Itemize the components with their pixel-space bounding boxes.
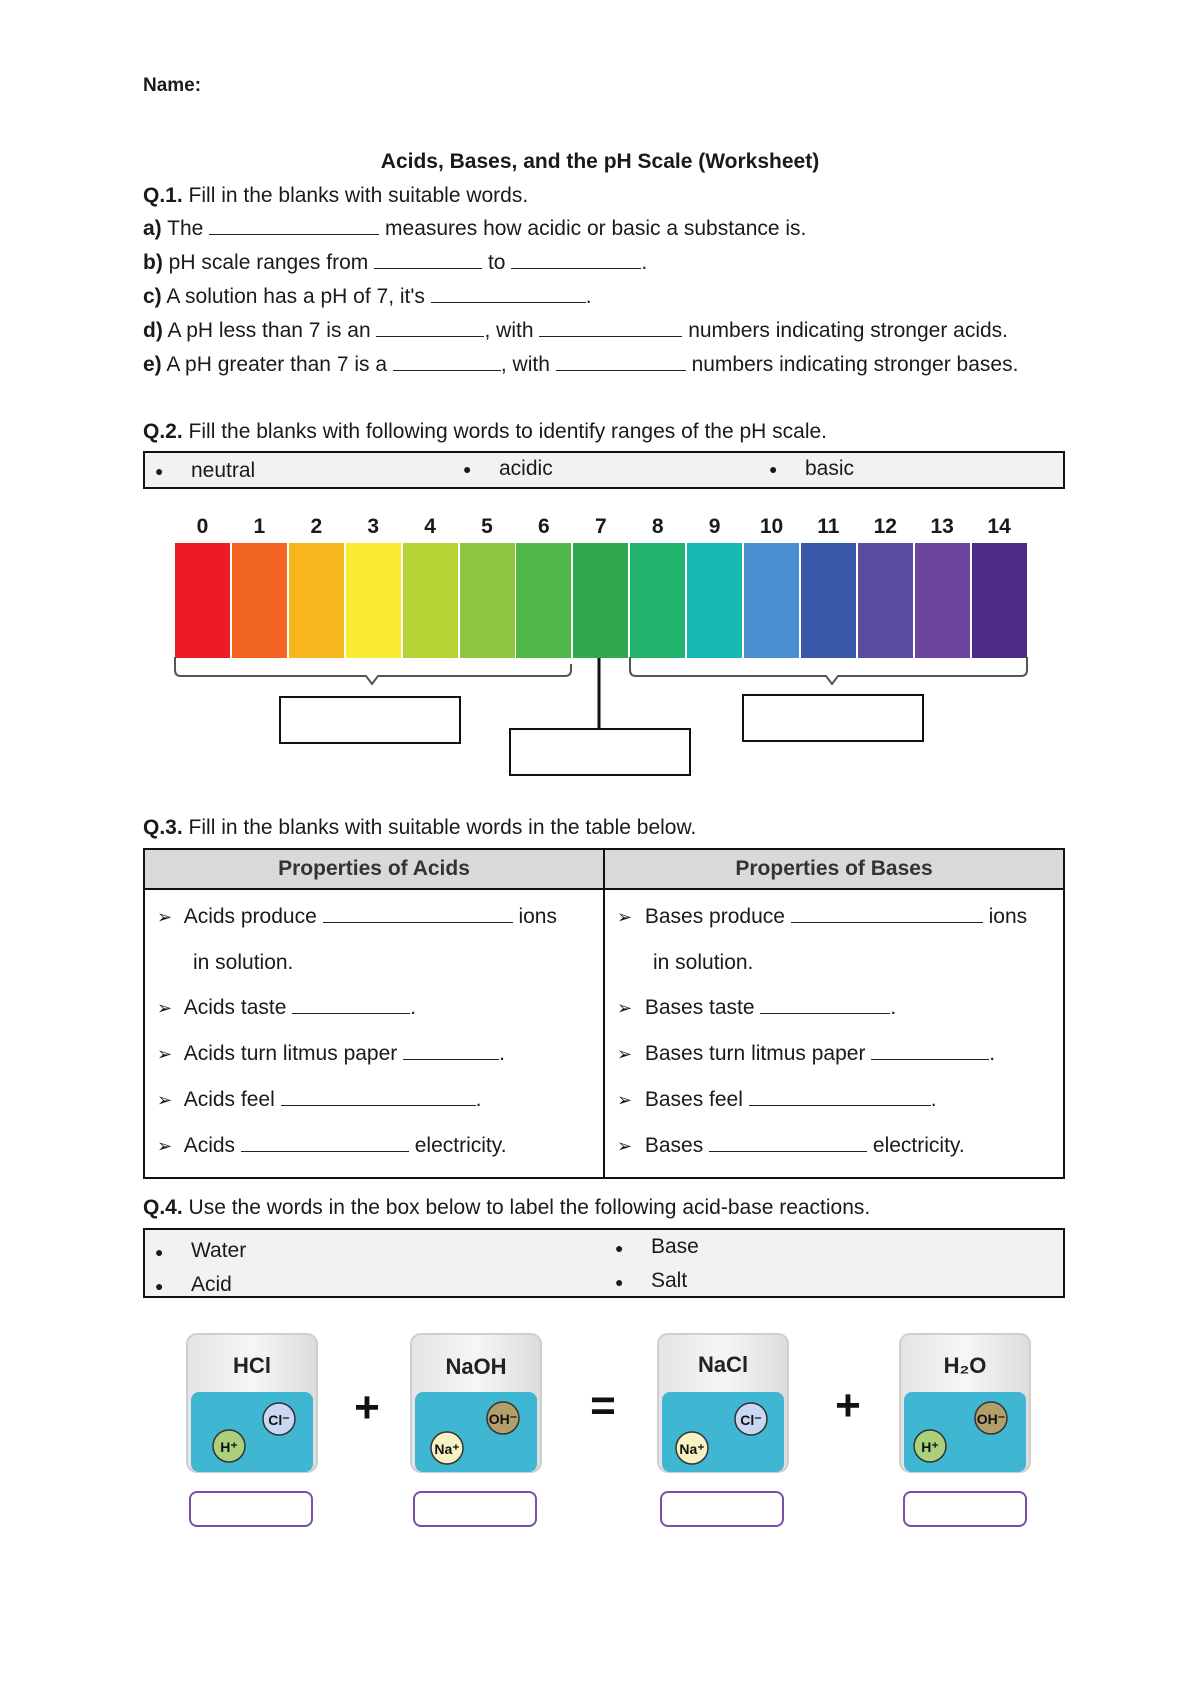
bullet-icon: ● (155, 463, 164, 479)
bullet-icon: ● (155, 1244, 164, 1260)
ph-number-label: 7 (594, 515, 607, 538)
bases-properties-cell: ➢ Bases produce ions in solution. ➢ Bases taste . ➢ Bases turn litmus paper . ➢ Bases feel . ➢ Bases electricity. (604, 889, 1064, 1178)
name-label: Name: (143, 75, 202, 96)
q3-heading: Q.3. Fill in the blanks with suitable words in the table below. (143, 816, 697, 839)
q1-heading: Q.1. Fill in the blanks with suitable words. (143, 184, 529, 207)
ion-label: Cl⁻ (740, 1412, 762, 1428)
beaker-formula: H₂O (943, 1353, 987, 1378)
word-acidic: acidic (499, 457, 553, 480)
ion-label: H⁺ (921, 1439, 939, 1455)
word-basic: basic (805, 457, 855, 480)
bullet-icon: ● (155, 1278, 164, 1294)
arrow-bullet-icon: ➢ (617, 1044, 633, 1064)
ph-number-label: 12 (873, 515, 897, 538)
ph-number-label: 11 (817, 515, 840, 538)
water-label-box[interactable] (903, 1491, 1027, 1527)
beaker-nacl (658, 1334, 788, 1472)
equals-operator: = (590, 1381, 616, 1430)
ion-label: OH⁻ (488, 1411, 518, 1427)
arrow-bullet-icon: ➢ (617, 1136, 633, 1156)
word-salt: Salt (651, 1269, 688, 1292)
ph-number-label: 2 (310, 515, 323, 538)
q1-item-a: a) The measures how acidic or basic a substance is. (143, 214, 806, 244)
bullet-icon: ● (769, 461, 778, 477)
bases-column-header: Properties of Bases (604, 849, 1064, 889)
word-water: Water (191, 1239, 247, 1262)
hcl-label-box[interactable] (189, 1491, 313, 1527)
q1-item-d: d) A pH less than 7 is an , with numbers indicating stronger acids. (143, 316, 1008, 346)
arrow-bullet-icon: ➢ (157, 907, 173, 927)
q1-item-e: e) A pH greater than 7 is a , with numbers indicating stronger bases. (143, 350, 1018, 380)
ion-label: Na⁺ (679, 1441, 705, 1457)
naoh-label-box[interactable] (413, 1491, 537, 1527)
arrow-bullet-icon: ➢ (617, 907, 633, 927)
bullet-icon: ● (615, 1274, 624, 1290)
beaker-naoh (411, 1334, 541, 1472)
ph-number-label: 5 (481, 515, 493, 538)
ph-number-label: 10 (759, 515, 784, 538)
bullet-icon: ● (615, 1240, 624, 1256)
ph-number-label: 6 (538, 515, 550, 538)
ph-number-label: 14 (987, 515, 1011, 538)
beaker-hcl (187, 1334, 317, 1472)
ph-number-label: 9 (708, 515, 721, 538)
nacl-label-box[interactable] (660, 1491, 784, 1527)
beaker-formula: HCl (233, 1353, 271, 1378)
ion-label: Cl⁻ (268, 1412, 290, 1428)
acids-column-header: Properties of Acids (144, 849, 604, 889)
q1-item-c: c) A solution has a pH of 7, it's . (143, 282, 592, 312)
ion-label: OH⁻ (976, 1411, 1006, 1427)
arrow-bullet-icon: ➢ (617, 1090, 633, 1110)
arrow-bullet-icon: ➢ (157, 998, 173, 1018)
arrow-bullet-icon: ➢ (617, 998, 633, 1018)
ph-number-label: 3 (367, 515, 380, 538)
acids-properties-cell: ➢ Acids produce ions in solution. ➢ Acids taste . ➢ Acids turn litmus paper . ➢ Acids feel . ➢ Acids electricity. (144, 889, 604, 1178)
word-acid: Acid (191, 1273, 232, 1296)
q2-heading: Q.2. Fill the blanks with following words to identify ranges of the pH scale. (143, 420, 828, 443)
arrow-bullet-icon: ➢ (157, 1136, 173, 1156)
arrow-bullet-icon: ➢ (157, 1090, 173, 1110)
ph-number-label: 13 (930, 515, 954, 538)
ph-number-label: 1 (253, 515, 266, 538)
q4-heading: Q.4. Use the words in the box below to label the following acid-base reactions. (143, 1196, 871, 1219)
beaker-formula: NaOH (445, 1354, 507, 1379)
plus-operator: + (835, 1381, 861, 1430)
word-base: Base (651, 1235, 699, 1258)
ph-number-label: 4 (424, 515, 436, 538)
page-title: Acids, Bases, and the pH Scale (Worksheet) (380, 150, 820, 173)
ion-label: Na⁺ (434, 1441, 460, 1457)
ph-number-label: 8 (651, 515, 664, 538)
plus-operator: + (354, 1383, 380, 1432)
beaker-water (900, 1334, 1030, 1472)
q1-item-b: b) pH scale ranges from to . (143, 248, 647, 278)
beaker-formula: NaCl (697, 1352, 749, 1377)
bullet-icon: ● (463, 461, 472, 477)
ph-number-label: 0 (196, 515, 209, 538)
arrow-bullet-icon: ➢ (157, 1044, 173, 1064)
word-neutral: neutral (191, 459, 256, 482)
ion-label: H⁺ (220, 1439, 238, 1455)
